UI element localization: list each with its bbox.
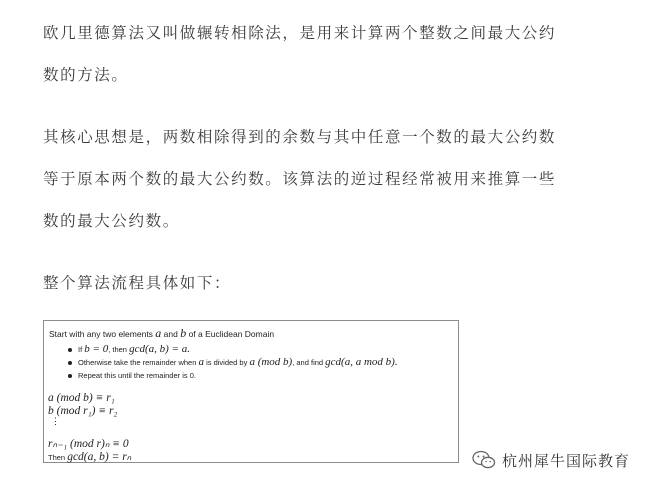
text-line: 数的方法。 — [43, 66, 129, 84]
intro-text: and — [161, 329, 181, 339]
math-expr: gcd(a, a mod b). — [325, 356, 398, 368]
math-expr: a (mod b) — [249, 356, 293, 368]
step-text: , and find — [292, 358, 326, 367]
step-item — [66, 343, 398, 356]
step-item — [66, 369, 398, 382]
intro-paragraph — [43, 22, 603, 106]
watermark — [472, 448, 630, 472]
final-text: Then — [48, 453, 68, 462]
equation: b (mod r₁) ≡ r₂ — [48, 405, 118, 417]
process-heading — [43, 272, 603, 314]
algorithm-steps — [66, 343, 398, 382]
math-expr: gcd(a, b) = a. — [129, 343, 190, 355]
math-expr: a — [198, 356, 204, 368]
text-line: 其核心思想是，两数相除得到的余数与其中任意一个数的最大公约数 — [43, 128, 557, 146]
text-line: 欧几里德算法又叫做辗转相除法，是用来计算两个整数之间最大公约 — [43, 24, 557, 42]
var-b: b — [180, 326, 187, 340]
step-text: , then — [108, 345, 130, 354]
wechat-icon — [472, 450, 496, 470]
algorithm-box — [43, 320, 459, 463]
equation-chain — [48, 392, 131, 464]
step-text: Repeat this until the remainder is 0. — [78, 371, 196, 380]
algorithm-intro — [49, 326, 274, 341]
text-line: 等于原本两个数的最大公约数。该算法的逆过程经常被用来推算一些 — [43, 170, 557, 188]
step-text: Otherwise take the remainder when — [78, 358, 199, 367]
math-expr: gcd(a, b) = rₙ — [67, 451, 132, 463]
equation: rₙ₋₁ (mod r)ₙ ≡ 0 — [48, 438, 129, 450]
vertical-ellipsis: ⋮ — [51, 416, 60, 426]
intro-text: of a Euclidean Domain — [186, 329, 275, 339]
var-a: a — [155, 326, 162, 340]
intro-text: Start with any two elements — [49, 329, 156, 339]
step-text: If — [78, 345, 85, 354]
math-expr: b = 0 — [84, 343, 109, 355]
text-line: 数的最大公约数。 — [43, 212, 180, 230]
text-line: 整个算法流程具体如下： — [43, 274, 232, 292]
watermark-text: 杭州犀牛国际教育 — [502, 451, 631, 470]
equation: a (mod b) ≡ r₁ — [48, 392, 115, 404]
step-text: is divided by — [203, 358, 250, 367]
step-item — [66, 356, 398, 369]
core-idea-paragraph — [43, 126, 603, 252]
final-result — [48, 451, 131, 464]
